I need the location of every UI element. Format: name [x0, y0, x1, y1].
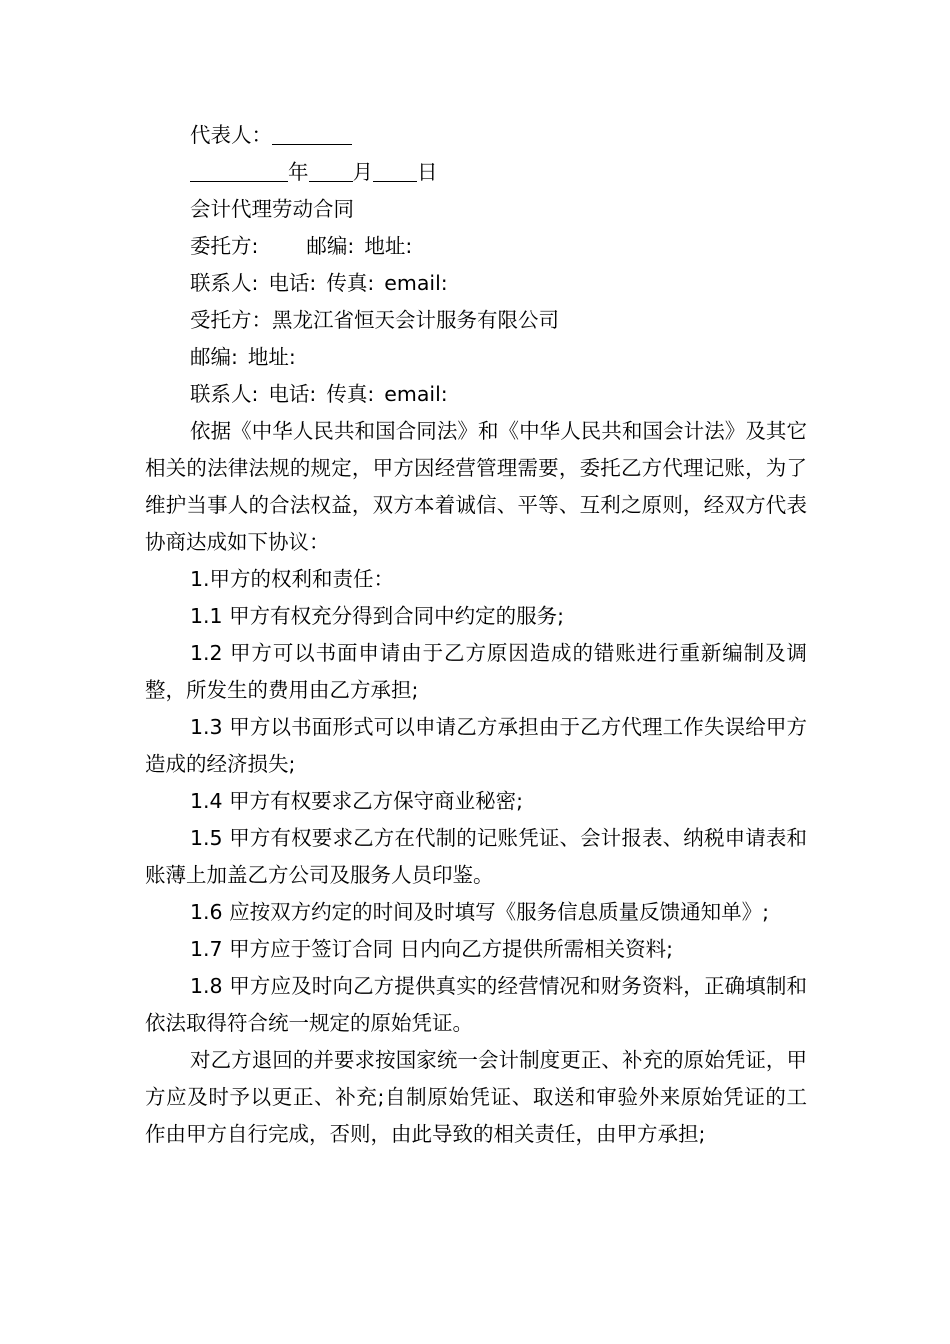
- year-blank: [190, 157, 288, 182]
- representative-label: 代表人：: [190, 123, 272, 147]
- agent-address-line: [145, 339, 807, 376]
- clause-1-7: 1.7 甲方应于签订合同 日内向乙方提供所需相关资料;: [190, 937, 674, 961]
- day-blank: [373, 157, 417, 182]
- month-blank: [309, 157, 353, 182]
- agent-line: 受托方：黑龙江省恒天会计服务有限公司: [190, 308, 559, 332]
- agent-phone-label: 电话:: [268, 382, 317, 406]
- contact-label: 联系人:: [190, 271, 259, 295]
- agent-contact-label: 联系人:: [190, 382, 259, 406]
- clause-1-5: 1.5 甲方有权要求乙方在代制的记账凭证、会计报表、纳税申请表和账薄上加盖乙方公司及服务人员印鉴。: [145, 826, 807, 887]
- date-line: [145, 154, 807, 191]
- postcode-label: 邮编:: [306, 234, 355, 258]
- fax-label: 传真:: [326, 271, 375, 295]
- address-label: 地址:: [364, 234, 413, 258]
- clause-1-8: 1.8 甲方应及时向乙方提供真实的经营情况和财务资料，正确填制和依法取得符合统一规定的原始凭证。: [145, 974, 807, 1035]
- email-label: email:: [384, 271, 448, 295]
- clause-1-6: 1.6 应按双方约定的时间及时填写《服务信息质量反馈通知单》;: [190, 900, 770, 924]
- document-body: [145, 117, 807, 1153]
- date-day-label: 日: [417, 160, 438, 184]
- date-year-label: 年: [288, 160, 309, 184]
- representative-line: [145, 117, 807, 154]
- agent-fax-label: 传真:: [326, 382, 375, 406]
- clause-1-2: 1.2 甲方可以书面申请由于乙方原因造成的错账进行重新编制及调整，所发生的费用由乙方承担;: [145, 641, 807, 702]
- clause-1-1: 1.1 甲方有权充分得到合同中约定的服务;: [190, 604, 565, 628]
- agent-contact-line: [145, 376, 807, 413]
- intro-paragraph: 依据《中华人民共和国合同法》和《中华人民共和国会计法》及其它相关的法律法规的规定，甲方因经营管理需要，委托乙方代理记账，为了维护当事人的合法权益，双方本着诚信、平等、互利之原则，经双方代表协商达成如下协议：: [145, 419, 807, 554]
- clause-1-3: 1.3 甲方以书面形式可以申请乙方承担由于乙方代理工作失误给甲方造成的经济损失;: [145, 715, 807, 776]
- contract-title: 会计代理劳动合同: [190, 197, 354, 221]
- representative-blank: [272, 120, 352, 145]
- agent-address-label: 地址:: [247, 345, 296, 369]
- phone-label: 电话:: [268, 271, 317, 295]
- agent-postcode-label: 邮编:: [190, 345, 238, 369]
- client-contact-line: [145, 265, 807, 302]
- date-month-label: 月: [352, 160, 373, 184]
- client-line: [145, 228, 807, 265]
- clause-1-4: 1.4 甲方有权要求乙方保守商业秘密;: [190, 789, 524, 813]
- client-label: 委托方:: [190, 234, 259, 258]
- agent-email-label: email:: [384, 382, 448, 406]
- closing-paragraph: 对乙方退回的并要求按国家统一会计制度更正、补充的原始凭证，甲方应及时予以更正、补充;自制原始凭证、取送和审验外来原始凭证的工作由甲方自行完成，否则，由此导致的相关责任，由甲方承担;: [145, 1048, 807, 1146]
- section-1-heading: 1.甲方的权利和责任：: [190, 567, 395, 591]
